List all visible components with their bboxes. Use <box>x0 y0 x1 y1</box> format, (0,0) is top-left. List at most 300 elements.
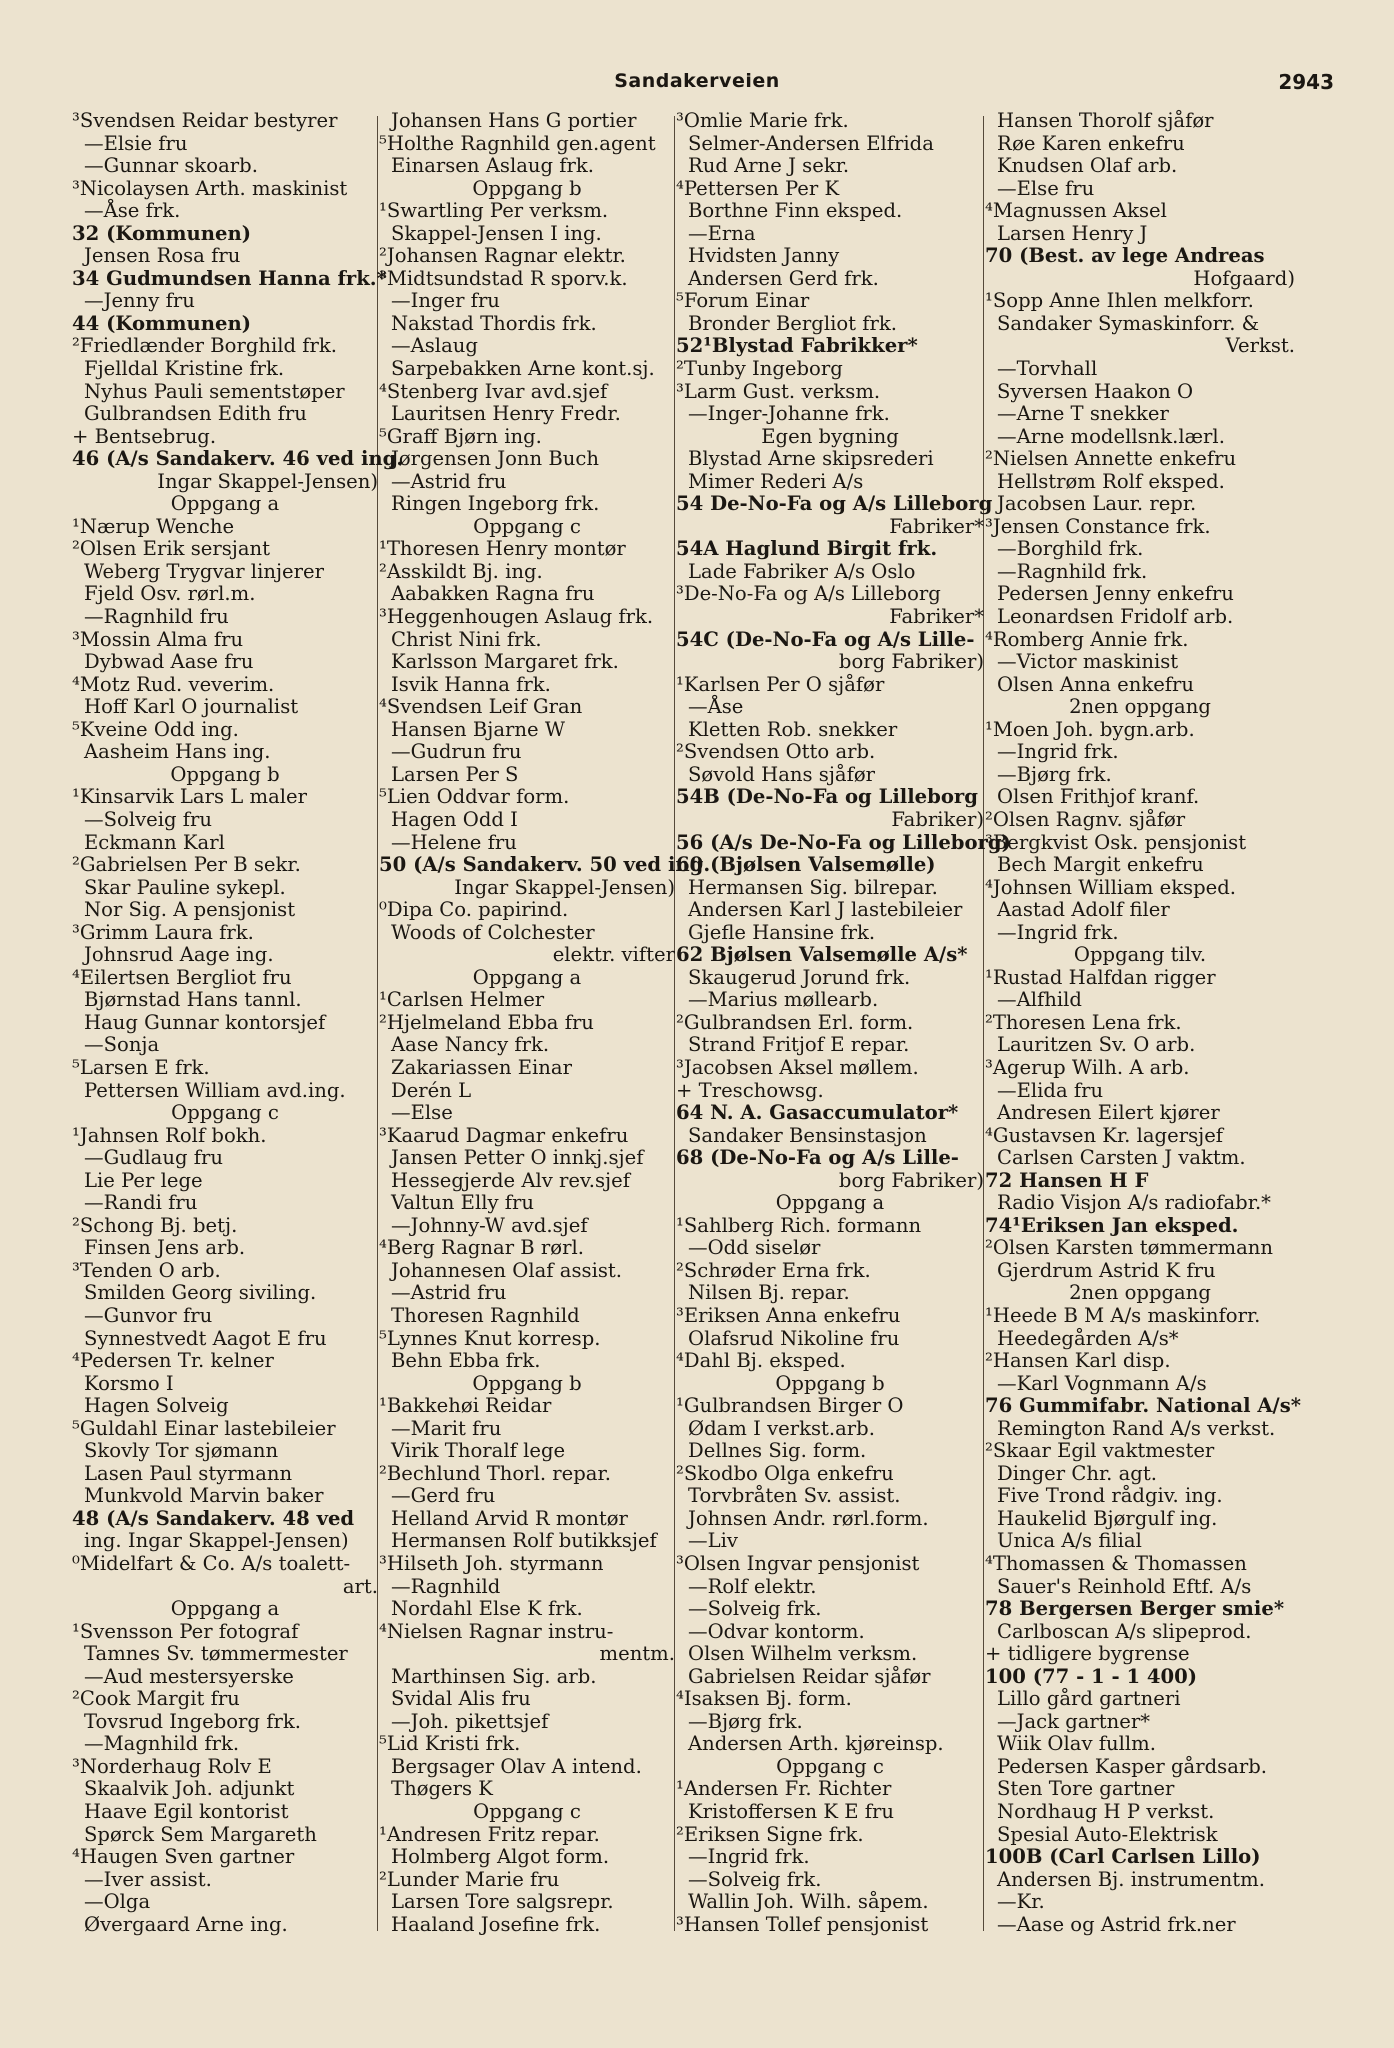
directory-line: ¹Gulbrandsen Birger O <box>676 1394 904 1418</box>
directory-line: Borthne Finn eksped. <box>688 199 903 223</box>
directory-line: Oppgang c <box>171 1101 279 1125</box>
directory-line: ²Schong Bj. betj. <box>72 1213 238 1237</box>
directory-line: Lauritsen Henry Fredr. <box>391 402 621 426</box>
directory-line: ⁵Graff Bjørn ing. <box>379 424 542 448</box>
directory-line: Oppgang c <box>473 1800 581 1824</box>
directory-line: Haug Gunnar kontorsjef <box>84 1010 326 1034</box>
directory-line: ²Cook Margit fru <box>72 1687 240 1711</box>
directory-line: 74¹Eriksen Jan eksped. <box>985 1213 1239 1237</box>
directory-line: ⁴Magnussen Aksel <box>985 199 1167 223</box>
directory-line: —Jack gartner* <box>997 1709 1151 1733</box>
directory-line: —Torvhall <box>997 357 1098 381</box>
directory-line: 48 (A/s Sandakerv. 48 ved <box>72 1506 355 1530</box>
directory-line: ²Lunder Marie fru <box>379 1867 560 1891</box>
directory-line: Isvik Hanna frk. <box>391 672 551 696</box>
directory-line: —Aase og Astrid frk.ner <box>997 1912 1236 1936</box>
directory-line: Oppgang b <box>170 762 280 786</box>
directory-line: —Iver assist. <box>84 1867 212 1891</box>
directory-line: ³Svendsen Reidar bestyrer <box>72 109 338 132</box>
directory-line: —Johnny-W avd.sjef <box>391 1213 588 1237</box>
directory-line: Hagen Odd I <box>391 807 518 831</box>
directory-line: Holmberg Algot form. <box>391 1845 610 1869</box>
directory-line: borg Fabriker) <box>838 1168 984 1192</box>
directory-line: + Bentsebrug. <box>72 424 217 448</box>
directory-line: Hermansen Sig. bilrepar. <box>688 875 938 899</box>
directory-line: Oppgang a <box>472 965 582 989</box>
directory-line: ¹Rustad Halfdan rigger <box>985 965 1216 989</box>
directory-line: ⁵Lien Oddvar form. <box>379 785 570 809</box>
directory-line: Gjerdrum Astrid K fru <box>997 1258 1216 1282</box>
directory-line: Hoff Karl O journalist <box>84 695 299 719</box>
directory-line: Pettersen William avd.ing. <box>84 1078 346 1102</box>
directory-line: ⁴Eilertsen Bergliot fru <box>72 965 292 989</box>
directory-line: Oppgang b <box>472 1371 582 1395</box>
directory-line: ⁰Dipa Co. papirind. <box>379 898 569 922</box>
directory-line: ³Jensen Constance frk. <box>985 514 1211 538</box>
directory-line: Dinger Chr. agt. <box>997 1461 1157 1485</box>
directory-line: —Ragnhild <box>391 1574 501 1598</box>
directory-line: ⁴Thomassen & Thomassen <box>985 1552 1247 1575</box>
directory-line: Svidal Alis fru <box>391 1687 531 1711</box>
directory-line: Lade Fabriker A/s Oslo <box>688 559 916 583</box>
directory-line: ²Schrøder Erna frk. <box>676 1258 871 1282</box>
directory-line: —Solveig frk. <box>688 1597 822 1621</box>
directory-line: Andersen Bj. instrumentm. <box>997 1867 1265 1891</box>
directory-line: 68 (De-No-Fa og A/s Lille- <box>676 1146 959 1170</box>
directory-line: Tamnes Sv. tømmermester <box>84 1642 348 1666</box>
street-title: Sandakerveien <box>614 70 780 92</box>
directory-line: ³Agerup Wilh. A arb. <box>985 1055 1190 1079</box>
directory-line: Hansen Bjarne W <box>391 717 565 741</box>
directory-line: 2nen oppgang <box>1069 1281 1211 1305</box>
directory-line: —Gudlaug fru <box>84 1146 223 1170</box>
directory-line: ⁴Motz Rud. veverim. <box>72 672 275 696</box>
directory-line: Rud Arne J sekr. <box>688 154 850 178</box>
directory-line: Olsen Wilhelm verksm. <box>688 1642 918 1666</box>
column-4 <box>985 109 1301 1936</box>
directory-line: Wallin Joh. Wilh. såpem. <box>688 1890 929 1914</box>
directory-line: Dybwad Aase fru <box>84 650 254 674</box>
directory-line: —Ingrid frk. <box>997 740 1119 764</box>
directory-line: Korsmo I <box>84 1371 174 1395</box>
column-3 <box>676 109 1011 1936</box>
directory-line: —Aslaug <box>391 334 478 358</box>
directory-line: ³Midtsundstad R sporv.k. <box>379 266 628 290</box>
directory-line: Virik Thoralf lege <box>391 1439 566 1463</box>
directory-line: ²Skaar Egil vaktmester <box>985 1439 1215 1463</box>
directory-line: 72 Hansen H F <box>985 1168 1149 1192</box>
directory-line: Smilden Georg siviling. <box>84 1281 317 1305</box>
directory-line: ²Olsen Ragnv. sjåfør <box>985 807 1186 831</box>
directory-line: Bech Margit enkefru <box>997 853 1204 877</box>
directory-line: ²Hjelmeland Ebba fru <box>379 1010 594 1034</box>
directory-line: ⁴Gustavsen Kr. lagersjef <box>985 1123 1224 1147</box>
directory-line: ²Asskildt Bj. ing. <box>379 559 543 583</box>
directory-line: Larsen Tore salgsrepr. <box>391 1890 614 1914</box>
directory-line: Thoresen Ragnhild <box>391 1303 580 1327</box>
directory-line: Christ Nini frk. <box>391 627 542 651</box>
directory-line: ²Hansen Karl disp. <box>985 1349 1171 1373</box>
directory-line: Hansen Thorolf sjåfør <box>997 109 1214 132</box>
directory-line: 50 (A/s Sandakerv. 50 ved ing. <box>379 853 711 877</box>
directory-line: Blystad Arne skipsrederi <box>688 447 934 471</box>
directory-line: ³Hansen Tollef pensjonist <box>676 1912 929 1936</box>
directory-line: Oppgang a <box>775 1191 885 1215</box>
directory-line: Larsen Henry J <box>997 221 1148 245</box>
directory-line: 76 Gummifabr. National A/s* <box>985 1394 1301 1418</box>
directory-line: 100B (Carl Carlsen Lillo) <box>985 1845 1261 1869</box>
directory-line: Zakariassen Einar <box>391 1055 572 1079</box>
directory-line: —Randi fru <box>84 1191 198 1215</box>
directory-line: Einarsen Aslaug frk. <box>391 154 594 178</box>
directory-line: 44 (Kommunen) <box>72 311 251 335</box>
directory-line: Kletten Rob. snekker <box>688 717 898 741</box>
directory-line: Gabrielsen Reidar sjåfør <box>688 1664 931 1688</box>
directory-line: —Elsie fru <box>84 131 188 155</box>
directory-line: ⁴Romberg Annie frk. <box>985 627 1189 651</box>
directory-columns <box>0 110 1394 2030</box>
directory-line: Andersen Karl J lastebileier <box>688 898 963 922</box>
directory-line: Oppgang b <box>472 176 582 200</box>
directory-line: Finsen Jens arb. <box>84 1236 246 1260</box>
directory-line: Oppgang c <box>473 514 581 538</box>
directory-line: Øvergaard Arne ing. <box>84 1912 288 1936</box>
directory-line: ¹Moen Joh. bygn.arb. <box>985 717 1195 741</box>
directory-line: Skappel-Jensen I ing. <box>391 221 602 245</box>
directory-line: Sarpebakken Arne kont.sj. <box>391 357 655 381</box>
directory-line: ³Heggenhougen Aslaug frk. <box>379 605 654 629</box>
directory-line: —Odd siselør <box>688 1236 821 1260</box>
directory-line: ³Nicolaysen Arth. maskinist <box>72 176 348 200</box>
directory-line: —Bjørg frk. <box>997 762 1112 786</box>
directory-line: ³Bergkvist Osk. pensjonist <box>985 830 1247 854</box>
column-1 <box>72 109 404 1936</box>
directory-line: art. <box>342 1574 378 1598</box>
directory-line: ¹Heede B M A/s maskinforr. <box>985 1303 1261 1327</box>
directory-line: 2nen oppgang <box>1069 695 1211 719</box>
directory-line: Nyhus Pauli sementstøper <box>84 379 345 403</box>
directory-line: Aase Nancy frk. <box>391 1033 550 1057</box>
directory-line: ³Larm Gust. verksm. <box>676 379 881 403</box>
directory-line: Lasen Paul styrmann <box>84 1461 293 1485</box>
directory-line: —Rolf elektr. <box>688 1574 817 1598</box>
directory-line: ¹Andersen Fr. Richter <box>676 1777 892 1801</box>
directory-line: ²Bechlund Thorl. repar. <box>379 1461 611 1485</box>
directory-line: —Joh. pikettsjef <box>391 1709 549 1733</box>
directory-line: —Arne modellsnk.lærl. <box>997 424 1225 448</box>
directory-line: Olafsrud Nikoline fru <box>688 1326 900 1350</box>
directory-line: Verkst. <box>1225 334 1295 358</box>
directory-line: ¹Thoresen Henry montør <box>379 537 626 561</box>
directory-line: Ødam I verkst.arb. <box>688 1416 875 1440</box>
directory-line: Jørgensen Jonn Buch <box>391 447 600 471</box>
directory-line: ⁴Stenberg Ivar avd.sjef <box>379 379 608 403</box>
directory-line: Lillo gård gartneri <box>997 1687 1181 1711</box>
directory-line: 32 (Kommunen) <box>72 221 251 245</box>
directory-line: 46 (A/s Sandakerv. 46 ved ing. <box>72 447 404 471</box>
directory-line: —Ragnhild fru <box>84 605 229 629</box>
directory-line: —Ragnhild frk. <box>997 559 1148 583</box>
directory-line: ⁴Haugen Sven gartner <box>72 1845 295 1869</box>
directory-line: —Gudrun fru <box>391 740 522 764</box>
directory-line: ³Mossin Alma fru <box>72 627 244 651</box>
directory-line: Hellstrøm Rolf eksped. <box>997 469 1225 493</box>
directory-line: ¹Jahnsen Rolf bokh. <box>72 1123 267 1147</box>
directory-line: Hessegjerde Alv rev.sjef <box>391 1168 630 1192</box>
directory-line: ²Svendsen Otto arb. <box>676 740 876 764</box>
directory-line: Olsen Frithjof kranf. <box>997 785 1200 809</box>
directory-line: Pedersen Jenny enkefru <box>997 582 1234 606</box>
directory-line: Fabriker* <box>889 514 984 538</box>
directory-line: Heedegården A/s* <box>997 1326 1179 1350</box>
directory-line: 100 (77 - 1 - 1 400) <box>985 1664 1198 1688</box>
directory-line: 64 N. A. Gasaccumulator* <box>676 1101 959 1125</box>
directory-line: ⁵Lynnes Knut korresp. <box>379 1326 601 1350</box>
directory-line: Selmer-Andersen Elfrida <box>688 131 934 155</box>
directory-line: ²Skodbo Olga enkefru <box>676 1461 894 1485</box>
directory-line: Larsen Per S <box>391 762 519 786</box>
directory-line: Nakstad Thordis frk. <box>391 311 597 335</box>
directory-line: Johannesen Olaf assist. <box>391 1258 622 1282</box>
directory-line: Gulbrandsen Edith fru <box>84 402 307 426</box>
directory-line: Nilsen Bj. repar. <box>688 1281 850 1305</box>
directory-line: Bergsager Olav A intend. <box>391 1754 642 1778</box>
directory-line: Oppgang a <box>170 1597 280 1621</box>
directory-line: 54 De-No-Fa og A/s Lilleborg <box>676 492 993 516</box>
directory-line: Lie Per lege <box>84 1168 203 1192</box>
directory-line: ⁵Forum Einar <box>676 289 810 313</box>
directory-line: 54A Haglund Birgit frk. <box>676 537 938 561</box>
directory-line: Oppgang c <box>776 1754 884 1778</box>
directory-line: ²Tunby Ingeborg <box>676 357 843 381</box>
directory-line: Spørck Sem Margareth <box>84 1822 317 1846</box>
directory-line: —Ingrid frk. <box>997 920 1119 944</box>
directory-line: Spesial Auto-Elektrisk <box>997 1822 1218 1846</box>
directory-line: Leonardsen Fridolf arb. <box>997 605 1234 629</box>
directory-line: —Elida fru <box>997 1078 1104 1102</box>
directory-line: —Gerd fru <box>391 1484 496 1508</box>
directory-line: Oppgang a <box>170 492 280 516</box>
directory-line: —Åse <box>688 695 744 719</box>
directory-line: 54C (De-No-Fa og A/s Lille- <box>676 627 975 651</box>
directory-line: —Astrid fru <box>391 1281 507 1305</box>
directory-line: Andersen Arth. kjøreinsp. <box>688 1732 944 1756</box>
directory-line: Haave Egil kontorist <box>84 1800 289 1824</box>
directory-line: Skaalvik Joh. adjunkt <box>84 1777 295 1801</box>
directory-line: Haaland Josefine frk. <box>391 1912 601 1936</box>
directory-line: Tovsrud Ingeborg frk. <box>84 1709 301 1733</box>
directory-line: Valtun Elly fru <box>391 1191 535 1215</box>
directory-line: —Bjørg frk. <box>688 1709 803 1733</box>
directory-line: ³Omlie Marie frk. <box>676 109 849 132</box>
directory-line: —Alfhild <box>997 988 1082 1012</box>
directory-line: Thøgers K <box>391 1777 493 1801</box>
directory-line: ⁵Lid Kristi frk. <box>379 1732 521 1756</box>
directory-line: 34 Gudmundsen Hanna frk.* <box>72 266 387 290</box>
directory-line: Fjeld Osv. rørl.m. <box>84 582 256 606</box>
directory-line: ³Hilseth Joh. styrmann <box>379 1552 604 1575</box>
directory-line: ²Eriksen Signe frk. <box>676 1822 864 1846</box>
directory-line: elektr. vifter <box>552 943 675 967</box>
directory-line: Fabriker) <box>891 807 984 831</box>
directory-line: —Solveig fru <box>84 807 213 831</box>
directory-line: ⁴Isaksen Bj. form. <box>676 1687 852 1711</box>
directory-line: Nordhaug H P verkst. <box>997 1800 1215 1824</box>
directory-line: —Aud mestersyerske <box>84 1664 294 1688</box>
directory-line: ¹Karlsen Per O sjåfør <box>676 672 885 696</box>
directory-line: Ingar Skappel-Jensen) <box>157 469 378 493</box>
directory-line: Weberg Trygvar linjerer <box>84 559 324 583</box>
directory-line: —Åse frk. <box>84 199 181 223</box>
directory-line: ³De-No-Fa og A/s Lilleborg <box>676 582 941 606</box>
directory-line: Syversen Haakon O <box>997 379 1194 403</box>
directory-line: 52¹Blystad Fabrikker* <box>676 334 918 358</box>
directory-line: Mimer Rederi A/s <box>688 469 864 493</box>
directory-line: Oppgang tilv. <box>1073 943 1207 967</box>
directory-line: ⁴Johnsen William eksped. <box>985 875 1237 899</box>
directory-line: Munkvold Marvin baker <box>84 1484 324 1508</box>
directory-line: Unica A/s filial <box>997 1529 1142 1553</box>
directory-line: Behn Ebba frk. <box>391 1349 541 1373</box>
directory-line: 60 (Bjølsen Valsemølle) <box>676 853 936 877</box>
directory-line: Johansen Hans G portier <box>391 109 637 132</box>
directory-line: Carlsen Carsten J vaktm. <box>997 1146 1246 1170</box>
directory-line: Nordahl Else K frk. <box>391 1597 583 1621</box>
directory-line: ²Olsen Erik sersjant <box>72 537 271 561</box>
directory-line: Hvidsten Janny <box>688 244 840 268</box>
directory-line: —Else <box>391 1101 453 1125</box>
directory-line: —Victor maskinist <box>997 650 1179 674</box>
directory-line: Radio Visjon A/s radiofabr.* <box>997 1191 1271 1215</box>
directory-line: —Solveig frk. <box>688 1867 822 1891</box>
directory-line: ³Jacobsen Aksel møllem. <box>676 1055 919 1079</box>
directory-line: ⁴Svendsen Leif Gran <box>379 695 583 719</box>
directory-line: Wiik Olav fullm. <box>997 1732 1156 1756</box>
directory-line: ³Grimm Laura frk. <box>72 920 254 944</box>
directory-line: 78 Bergersen Berger smie* <box>985 1597 1285 1621</box>
column-2 <box>379 109 711 1936</box>
directory-line: —Karl Vognmann A/s <box>997 1371 1207 1395</box>
directory-line: ²Olsen Karsten tømmermann <box>985 1236 1274 1260</box>
directory-line: —Magnhild frk. <box>84 1732 240 1756</box>
directory-line: ⁴Nielsen Ragnar instru- <box>379 1619 614 1643</box>
directory-line: ⁵Larsen E frk. <box>72 1055 210 1079</box>
directory-line: —Kr. <box>997 1890 1045 1914</box>
directory-line: + Treschowsg. <box>676 1078 824 1102</box>
directory-line: Johnsrud Aage ing. <box>84 943 274 967</box>
directory-line: Sandaker Symaskinforr. & <box>997 311 1260 335</box>
directory-line: 62 Bjølsen Valsemølle A/s* <box>676 943 968 967</box>
directory-line: ²Gabrielsen Per B sekr. <box>72 853 301 877</box>
directory-line: Olsen Anna enkefru <box>997 672 1195 696</box>
directory-line: Søvold Hans sjåfør <box>688 762 876 786</box>
directory-line: Hofgaard) <box>1193 266 1295 290</box>
directory-line: ¹Carlsen Helmer <box>379 988 545 1012</box>
directory-line: ing. Ingar Skappel-Jensen) <box>84 1529 349 1553</box>
page-number: 2943 <box>1278 70 1334 94</box>
directory-line: Jacobsen Laur. repr. <box>997 492 1197 516</box>
directory-line: Skovly Tor sjømann <box>84 1439 279 1463</box>
directory-line: ¹Kinsarvik Lars L maler <box>72 785 307 809</box>
directory-line: —Helene fru <box>391 830 517 854</box>
directory-line: ¹Sopp Anne Ihlen melkforr. <box>985 289 1254 313</box>
directory-line: Johnsen Andr. rørl.form. <box>688 1506 929 1530</box>
directory-line: —Gunnar skoarb. <box>84 154 258 178</box>
directory-line: —Arne T snekker <box>997 402 1169 426</box>
directory-line: Helland Arvid R montør <box>391 1506 628 1530</box>
directory-line: ³Tenden O arb. <box>72 1258 221 1282</box>
directory-line: Karlsson Margaret frk. <box>391 650 619 674</box>
directory-line: —Astrid fru <box>391 469 507 493</box>
directory-line: Skar Pauline sykepl. <box>84 875 286 899</box>
directory-line: Lauritzen Sv. O arb. <box>997 1033 1196 1057</box>
directory-line: ³Eriksen Anna enkefru <box>676 1303 901 1327</box>
directory-line: —Liv <box>688 1529 738 1553</box>
directory-line: 54B (De-No-Fa og Lilleborg <box>676 785 978 809</box>
directory-line: Five Trond rådgiv. ing. <box>997 1484 1223 1508</box>
directory-line: Sandaker Bensinstasjon <box>688 1123 927 1147</box>
directory-line: ⁵Guldahl Einar lastebileier <box>72 1416 336 1440</box>
directory-line: Nor Sig. A pensjonist <box>84 898 296 922</box>
directory-line: ¹Swartling Per verksm. <box>379 199 609 223</box>
directory-line: Egen bygning <box>761 424 899 448</box>
directory-line: ²Gulbrandsen Erl. form. <box>676 1010 914 1034</box>
directory-line: Skaugerud Jorund frk. <box>688 965 911 989</box>
directory-line: mentm. <box>599 1642 675 1666</box>
directory-line: Bjørnstad Hans tannl. <box>84 988 302 1012</box>
directory-line: 70 (Best. av lege Andreas <box>985 244 1265 268</box>
directory-line: Andresen Eilert kjører <box>997 1101 1220 1125</box>
directory-line: Gjefle Hansine frk. <box>688 920 876 944</box>
directory-line: Ringen Ingeborg frk. <box>391 492 600 516</box>
directory-line: ⁴Dahl Bj. eksped. <box>676 1349 846 1373</box>
directory-line: ³Norderhaug Rolv E <box>72 1754 272 1778</box>
directory-line: Kristoffersen K E fru <box>688 1800 895 1824</box>
directory-line: Knudsen Olaf arb. <box>997 154 1178 178</box>
directory-line: ¹Svensson Per fotograf <box>72 1619 299 1643</box>
directory-line: ⁴Pettersen Per K <box>676 176 840 200</box>
directory-line: + tidligere bygrense <box>985 1642 1190 1666</box>
directory-line: Fjelldal Kristine frk. <box>84 357 285 381</box>
directory-line: Haukelid Bjørgulf ing. <box>997 1506 1218 1530</box>
page-header <box>60 70 1334 104</box>
directory-line: Pedersen Kasper gårdsarb. <box>997 1754 1268 1778</box>
directory-line: Fabriker* <box>889 605 984 629</box>
directory-line: ²Thoresen Lena frk. <box>985 1010 1182 1034</box>
directory-line: Aastad Adolf filer <box>997 898 1170 922</box>
directory-line: Derén L <box>391 1078 472 1102</box>
directory-line: ³Kaarud Dagmar enkefru <box>379 1123 629 1147</box>
directory-line: —Inger fru <box>391 289 500 313</box>
directory-line: Sauer's Reinhold Eftf. A/s <box>997 1574 1252 1598</box>
directory-line: Jensen Rosa fru <box>84 244 241 268</box>
directory-line: ¹Bakkehøi Reidar <box>379 1394 552 1418</box>
directory-line: Bronder Bergliot frk. <box>688 311 897 335</box>
directory-line: Strand Fritjof E repar. <box>688 1033 910 1057</box>
directory-line: ⁰Midelfart & Co. A/s toalett- <box>72 1552 351 1575</box>
directory-line: ⁴Berg Ragnar B rørl. <box>379 1236 584 1260</box>
directory-line: —Jenny fru <box>84 289 195 313</box>
directory-line: Torvbråten Sv. assist. <box>688 1484 901 1508</box>
directory-line: ³Olsen Ingvar pensjonist <box>676 1552 920 1575</box>
directory-line: Synnestvedt Aagot E fru <box>84 1326 327 1350</box>
directory-line: Woods of Colchester <box>391 920 595 944</box>
directory-line: ²Friedlænder Borghild frk. <box>72 334 338 358</box>
directory-line: ⁵Holthe Ragnhild gen.agent <box>379 131 656 155</box>
directory-line: Hermansen Rolf butikksjef <box>391 1529 657 1553</box>
directory-line: —Marit fru <box>391 1416 502 1440</box>
directory-line: —Ingrid frk. <box>688 1845 810 1869</box>
